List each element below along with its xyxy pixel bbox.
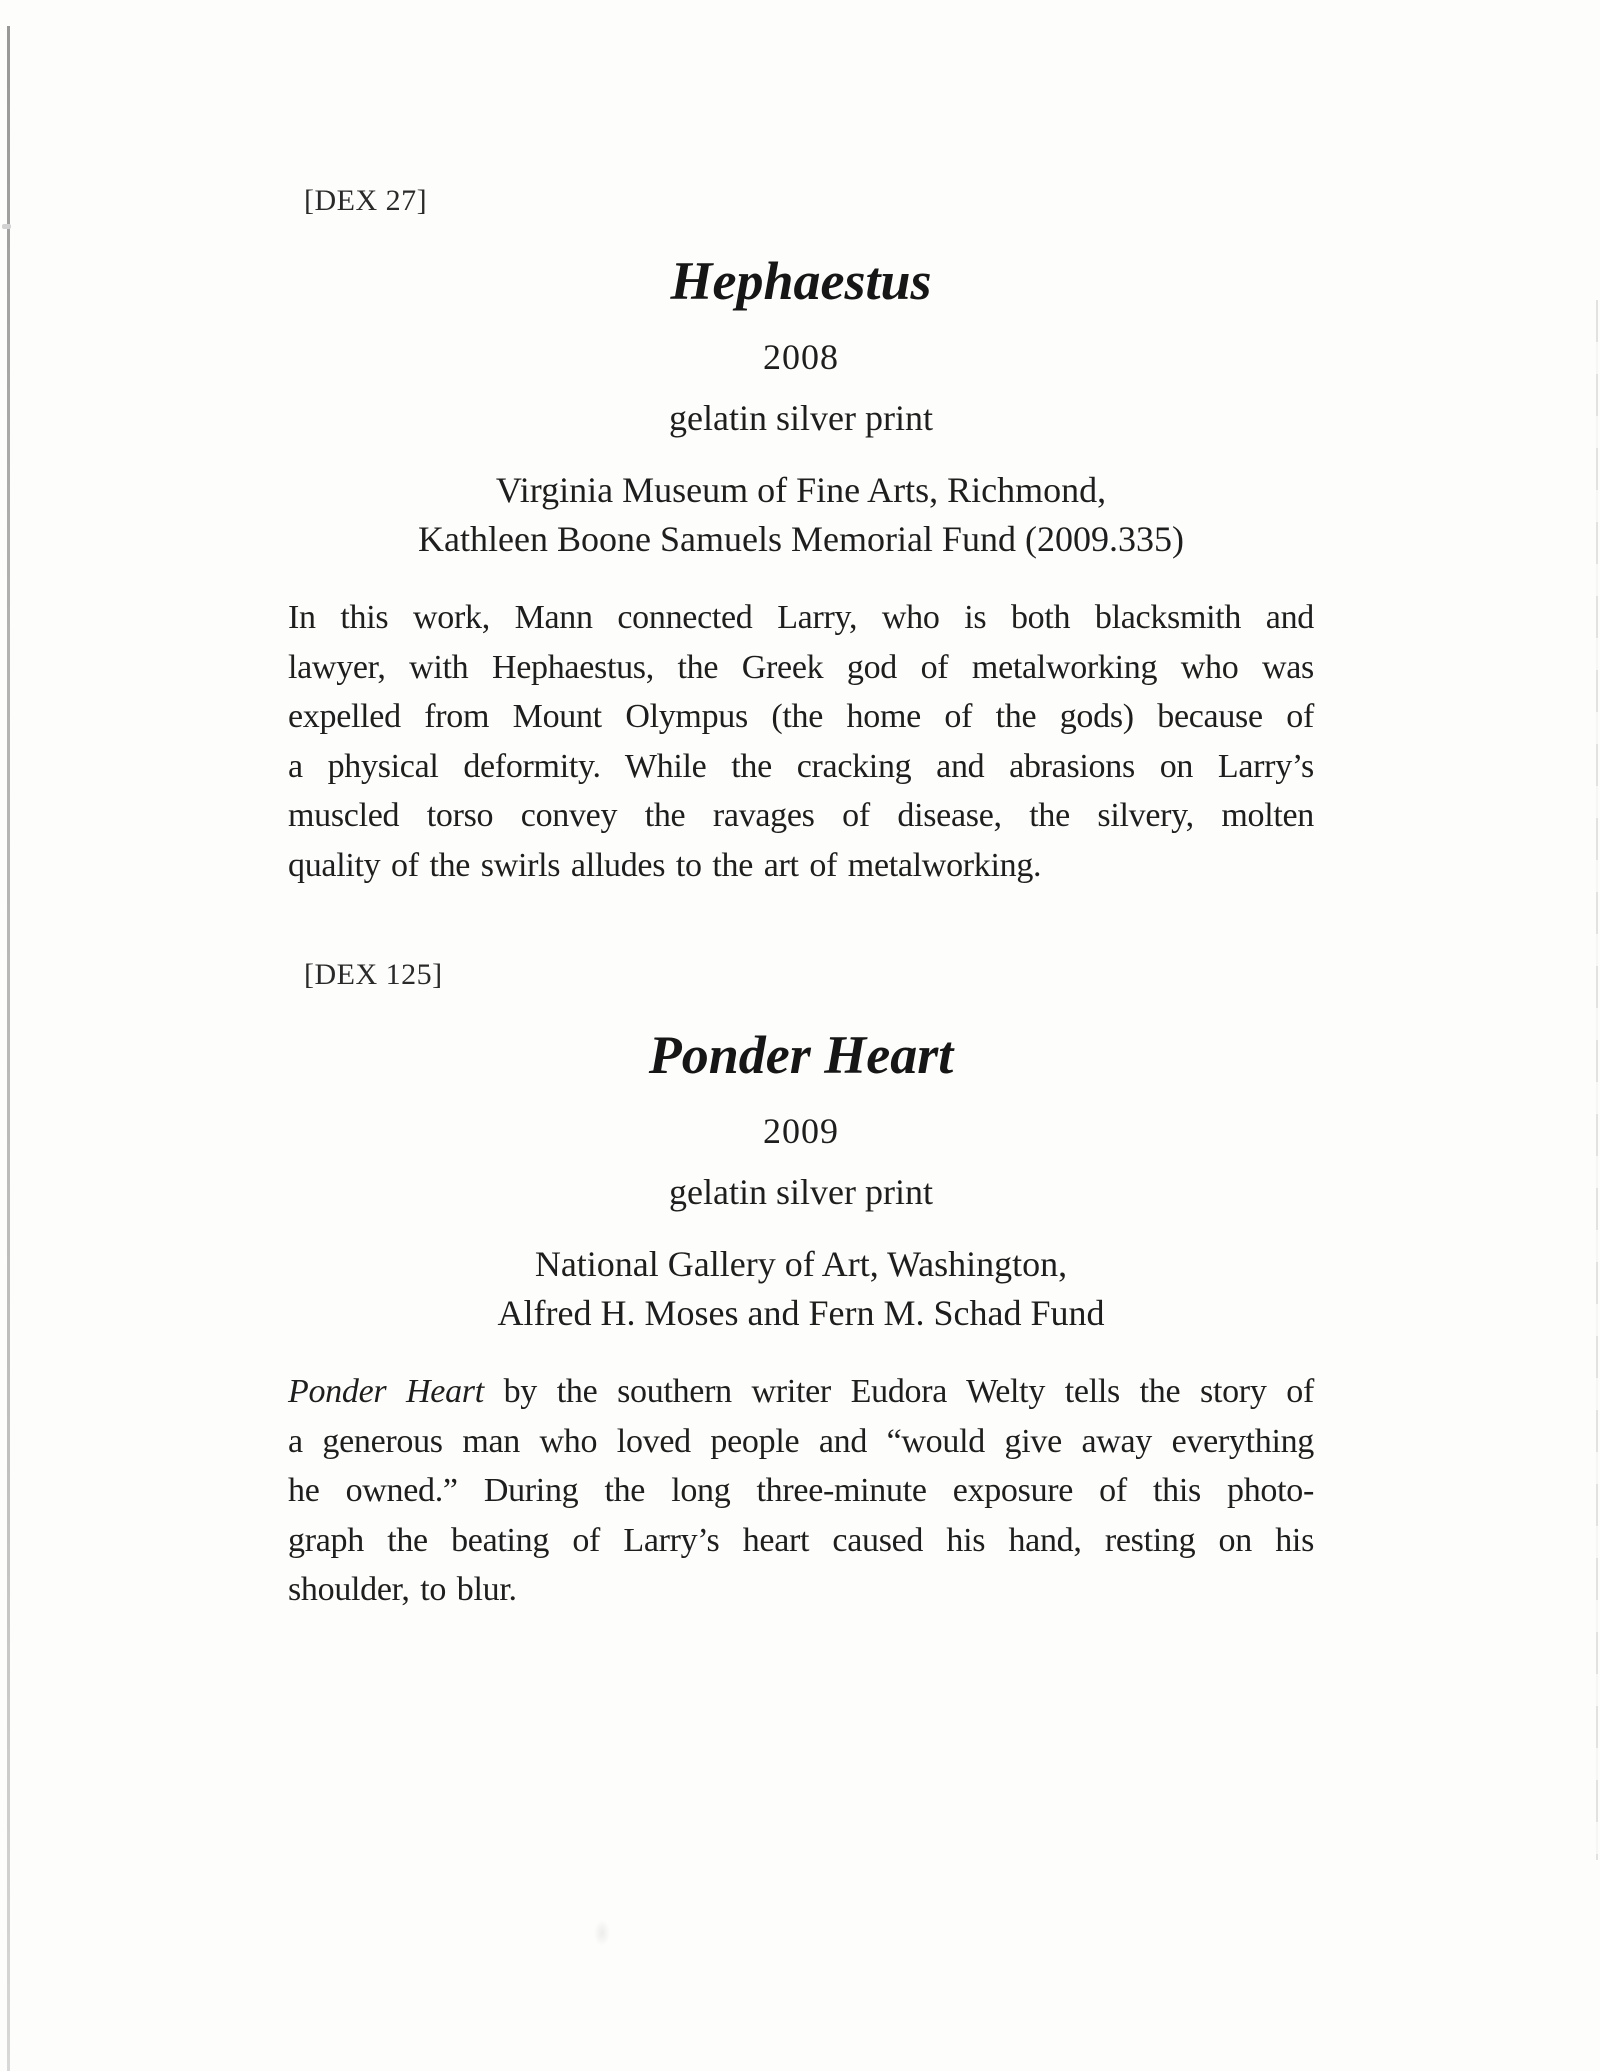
artwork-credit bbox=[288, 1240, 1314, 1338]
paragraph-line: a generous man who loved people and “would give away everything bbox=[288, 1422, 1314, 1460]
paragraph-line: a physical deformity. While the cracking and abrasions on Larry’s bbox=[288, 747, 1314, 785]
scan-artifact-left-edge bbox=[7, 26, 10, 2071]
paragraph-line: muscled torso convey the ravages of disease, the silvery, molten bbox=[288, 797, 1314, 834]
artwork-description bbox=[288, 1367, 1314, 1615]
artwork-medium: gelatin silver print bbox=[669, 398, 933, 438]
paragraph-line: quality of the swirls alludes to the art of metalworking. bbox=[288, 846, 1042, 884]
artwork-title: Ponder Heart bbox=[648, 1025, 954, 1085]
paragraph-line: In this work, Mann connected Larry, who is both blacksmith and bbox=[288, 599, 1314, 636]
credit-line: Virginia Museum of Fine Arts, Richmond, bbox=[495, 470, 1107, 510]
scan-artifact-right-edge bbox=[1596, 300, 1598, 1860]
credit-line: National Gallery of Art, Washington, bbox=[534, 1244, 1068, 1284]
dex-label: [DEX 27] bbox=[304, 184, 428, 217]
credit-line: Kathleen Boone Samuels Memorial Fund (2009.335) bbox=[418, 519, 1184, 559]
scan-artifact-smudge bbox=[594, 1920, 610, 1946]
artwork-medium: gelatin silver print bbox=[669, 1172, 933, 1212]
paragraph-line: graph the beating of Larry’s heart caused his hand, resting on his bbox=[288, 1521, 1314, 1559]
paragraph-line: lawyer, with Hephaestus, the Greek god of metalworking who was bbox=[288, 648, 1314, 686]
artwork-description bbox=[288, 593, 1314, 890]
paragraph-line: he owned.” During the long three-minute exposure of this photo- bbox=[288, 1472, 1314, 1509]
credit-line: Alfred H. Moses and Fern M. Schad Fund bbox=[497, 1293, 1105, 1333]
artwork-title: Hephaestus bbox=[670, 251, 932, 311]
dex-label: [DEX 125] bbox=[304, 958, 443, 991]
paragraph-line: shoulder, to blur. bbox=[288, 1571, 517, 1608]
artwork-year: 2009 bbox=[763, 1111, 839, 1151]
paragraph-line: expelled from Mount Olympus (the home of the gods) because of bbox=[288, 698, 1314, 735]
artwork-credit bbox=[288, 466, 1314, 564]
scan-artifact-left-tick bbox=[2, 224, 11, 229]
paragraph-line: Ponder Heart by the southern writer Eudora Welty tells the story of bbox=[288, 1373, 1314, 1410]
artwork-year: 2008 bbox=[763, 337, 839, 377]
